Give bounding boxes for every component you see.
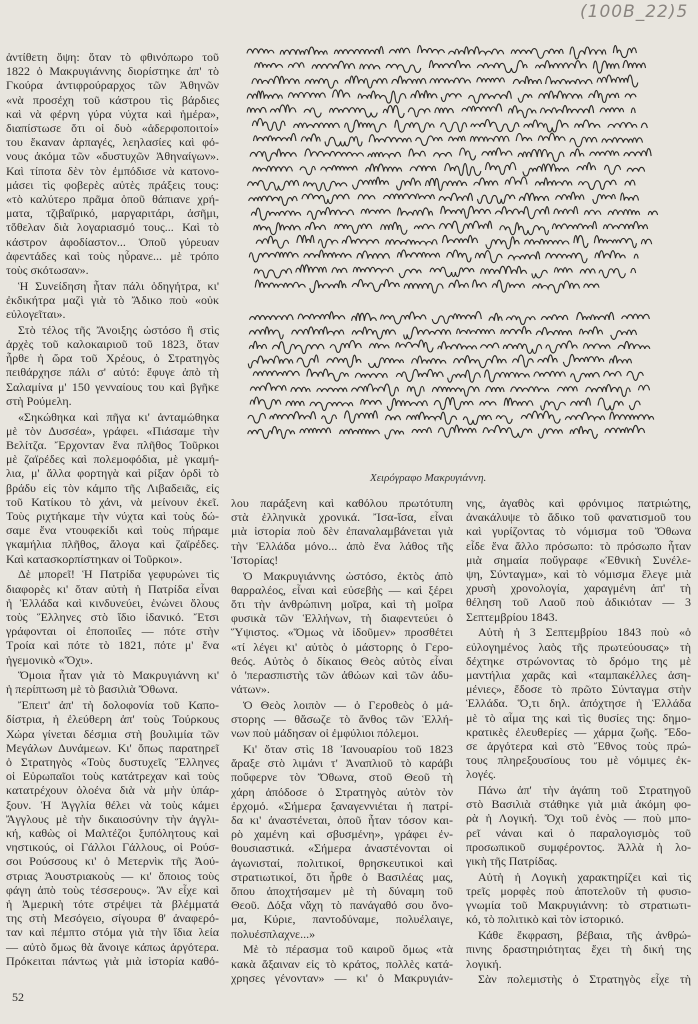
text-line: ἀφεντάδες καὶ τοὺς ηὗρανε... μὲ τρόπο [6, 248, 219, 263]
text-line: χρησες γένονταν» — κι' ὁ Μακρυγιάν- [231, 970, 453, 985]
text-line: μαντήλια χαρᾶς καὶ «ταμπακέλλες ἀση- [466, 667, 691, 682]
paragraph [6, 410, 219, 566]
paragraph [231, 496, 453, 567]
paragraph [466, 928, 691, 971]
text-line: πινης δραστηριότητας ἔχει τὴ δική της [466, 942, 691, 957]
text-line: ἡγεμονικὸ «Ὄχι». [6, 652, 93, 667]
text-line: τρεῖς μορφὲς ποὺ ἀποτελοῦν τὴ φυσιο- [466, 883, 691, 898]
text-line: ὅτι τὴν ἀνθρώπινη μοῖρα, καὶ τὴ μοῖρα [231, 596, 453, 611]
text-line: ρὰ ἡ Λογική. Ὄχι τοῦ ἑνὸς — ποὺ μπο- [466, 811, 691, 826]
text-line: διαφορὲς κι' ὅταν αὐτὴ ἡ Πατρίδα εἶναι [6, 581, 219, 596]
text-line: θεός. Αὐτὸς ὁ δίκαιος Θεὸς αὐτὸς εἶναι [231, 653, 453, 668]
text-line: «τὸ καλύτερο πρᾶμα ὁποῦ θάπιανε χρή- [6, 192, 219, 207]
text-line: τοὺς Ἕλληνες στὸ ἴδιο ἰδανικό. Ἔτσι [6, 609, 219, 624]
paragraph [6, 698, 219, 968]
handwriting-line [250, 383, 649, 396]
text-line: λου παράξενη καὶ καθόλου πρωτότυπη [231, 496, 453, 510]
text-line: της στὴ Μεσόγειο, σίγουρα θ' ἀναφερό- [6, 911, 219, 926]
text-line: «Σηκώθηκα καὶ πῆγα κι' ἀνταμώθηκα [18, 409, 219, 424]
paragraph [466, 496, 691, 624]
text-line: Αὐτὴ ἡ Λογικὴ χαρακτηρίζει καὶ τὶς [478, 869, 691, 884]
paragraph [231, 742, 453, 941]
text-line: θουσιαστικά. «Σήμερα ἀναστένονται οἱ [231, 841, 453, 856]
text-line: ἐρχομό. «Σήμερα ξαναγεννιέται ἡ πατρί- [231, 798, 453, 813]
text-line: δέχτηκε στρώνοντας τὸ δρόμο της μὲ [466, 653, 691, 668]
text-line: σαμε ἕνα ντουφεκίδι καὶ τοὺς πήραμε [6, 523, 219, 538]
text-line: χάρη ἀπόδοσε ὁ Στρατηγὸς αὐτὸν τὸν [231, 784, 453, 799]
text-line: μα, Κύριε, παντοδύναμε, πολυέλαιγε, [231, 912, 453, 927]
text-line: πειθάρχησε πάλι σ' αὐτό: ἔφυγε ἀπὸ τὴ [6, 365, 219, 380]
text-line: Ἔπειτ' ἀπ' τὴ δολοφονία τοῦ Καπο- [18, 698, 219, 713]
paragraph [6, 323, 219, 408]
text-line: Πάνω ἀπ' τὴν ἀγάπη τοῦ Στρατηγοῦ [478, 783, 691, 798]
text-line: γικὴ τῆς Πατρίδας. [466, 854, 558, 869]
text-line: στρατιωτικοί, ὅτι ἦρθε ὁ Βασιλέας μας, [231, 869, 453, 884]
text-line: Μὲ τὸ πέρασμα τοῦ καιροῦ ὅμως «τὰ [243, 942, 453, 957]
text-line: βράδυ εἰς τὸν κάμπο τῆς Λιβαδειᾶς, εἰς [6, 480, 219, 495]
text-line: Σεπτεμβρίου 1843. [466, 609, 558, 624]
text-line: ἄραξε στὸ λιμάνι τ' Ἀναπλιοῦ τὸ καράβι [231, 756, 453, 771]
handwriting-line [248, 177, 636, 191]
handwriting-line [249, 250, 638, 263]
handwriting-line [254, 221, 648, 235]
text-line: Μεγάλων Δυνάμεων. Κι' ὅπως παρατηρεῖ [6, 740, 219, 755]
text-line: ἦρθε ἡ ὥρα τοῦ Χρέους, ὁ Στρατηγὸς [6, 351, 219, 366]
text-line: νων ποὺ μάδησαν οἱ ἐμφύλιοι πόλεμοι. [231, 726, 419, 741]
text-line: Ἱστορίας! [231, 552, 279, 567]
text-line: ἐκδικήτρα μαζὶ γιὰ τὸ Ἄδικο ποὺ «οὐκ [6, 292, 219, 307]
text-line: Ἑλλάδα. Ὅ,τι δηλ. ἀπόχτησε ἡ Ἑλλάδα [466, 696, 691, 711]
handwriting-line [248, 425, 645, 439]
text-line: «τί λέγει κι' αὐτὸς ὁ μάστορης ὁ Γερο- [231, 639, 453, 654]
text-line: τὴν Ἑλλάδα μόνο... ἀπὸ ἕνα λάθος τῆς [231, 538, 453, 553]
text-line: Σὰν πολεμιστὴς ὁ Στρατηγὸς εἶχε τὴ [478, 972, 691, 987]
text-line: φάγη ἀπὸ τοὺς τέσσερους». Ἂν εἶχε καὶ [6, 882, 219, 897]
handwriting-line [250, 312, 650, 325]
text-line: Καὶ τίποτα δὲν τὸν ἐμπόδισε νὰ κατονο- [6, 163, 219, 178]
text-line: ἡ Ἑλλάδα καὶ κινδυνεύει, ἑνώνει ὅλους [6, 595, 219, 610]
text-line: κό, τὸ πολιτικὸ καὶ τὸν ἱστορικό. [466, 912, 624, 927]
text-line: Τοὺς ριχτήκαμε τὴν νύχτα καὶ τοὺς δώ- [6, 509, 219, 523]
text-line: θέληση τοῦ Λαοῦ ποὺ ἀδικιόταν — 3 [466, 595, 691, 610]
text-line: ὁ Στρατηγὸς «Τοὺς δυστυχεῖς Ἕλληνες [6, 754, 219, 769]
handwriting-line [247, 104, 635, 118]
text-line: τοῦ Κατίκου τὸ χάνι, νὰ μείνουν ἐκεῖ. [6, 494, 219, 509]
handwriting-line [251, 206, 657, 220]
text-line: φυσικὰ τῶν Ἑλλήνων, τὴ διαφεντεύει ὁ [231, 611, 453, 626]
text-line: Κάθε ἔκφραση, βέβαια, τῆς ἀνθρώ- [478, 928, 691, 943]
text-line: κή, καθὼς οἱ Μαλτέζοι ξυπόλητους καὶ [6, 825, 219, 840]
handwriting-line [249, 327, 636, 340]
text-line: γράφονται οἱ ἐποποιΐες — πότε στὴν [6, 624, 219, 639]
paragraph [466, 783, 691, 868]
text-line: ρεῖ νάναι καὶ ὁ παραλογισμὸς τοῦ [466, 825, 691, 840]
text-line: στὸ Βασιλιὰ στάθηκε γιὰ μιὰ ἀκόμη φο- [466, 797, 691, 812]
page-number: 52 [12, 990, 24, 1004]
handwriting-line [252, 119, 647, 133]
text-line: Βελίτζα. Ἔρχονταν ἕνα πλῆθος Τοῦρκοι [6, 437, 219, 452]
text-line: — αὐτὸ ὅμως θὰ ἄνοιγε κάπως ἀργότερα. [6, 939, 219, 954]
text-line: Ὅμοια ἦταν γιὰ τὸ Μακρυγιάννη κι' [18, 668, 219, 683]
handwriting-line [248, 354, 631, 368]
text-line: κακὰ ἄξαιναν εἰς τὸ κράτος, πολλὲς κατά- [231, 956, 453, 971]
handwriting-line [252, 75, 638, 88]
paragraph [466, 972, 691, 986]
text-line: ψη, Σύνταγμα», καὶ τὸ νόμισμα ἔλεγε μιὰ [466, 567, 691, 582]
paragraph [231, 698, 453, 741]
handwriting-line [256, 235, 652, 248]
text-line: «νὰ προσέχη τοῦ κάστρου τὶς βάρδιες [6, 92, 219, 107]
text-line: νους ἀκόμα τῶν «δυστυχῶν Ἀθηναίγων». [6, 149, 219, 164]
text-line: τὄθελαν διὰ λογαριασμό τους... Καὶ τὸ [6, 220, 219, 235]
text-line: κρατικὲς ἐλευθερίες — χάρμα ζωῆς. Ἔδο- [466, 724, 691, 739]
text-line: τους πληρεξουσίους του μὲ νόμιμες ἐκ- [466, 753, 691, 768]
text-line: καὶ γυρίζοντας τὸ νόμισμα τοῦ Ὄθωνα [466, 524, 691, 539]
handwriting-line [255, 280, 599, 294]
text-line: Σαλαμίνα μ' 150 γενναίους του καὶ βγῆκε [6, 379, 219, 394]
handwriting-line [250, 148, 651, 162]
text-line: ἀρχὲς τοῦ καλοκαιριοῦ τοῦ 1823, ὅταν [6, 337, 219, 352]
handwriting-line [253, 163, 645, 177]
text-line: ταν καὶ πέμπτο στόμα γιὰ τὴν ἴδια λεία [6, 925, 219, 940]
text-line: εὐλογεῖται». [6, 307, 66, 322]
text-line: Γκούρα ἀντιφρούραρχος τῶν Ἀθηνῶν [6, 78, 219, 93]
handwriting-line [248, 411, 654, 425]
text-line: Πρόκειται πάντως γιὰ μιὰ ἱστορία καθό- [6, 953, 219, 968]
text-line: ἡ Ἀμερικὴ τότε στρέψει τὰ βλέμματά [6, 896, 219, 911]
text-line: προσωπικοῦ συμφέροντος. Ἀλλὰ ἡ λο- [466, 839, 691, 854]
handwriting-line [247, 90, 636, 103]
text-line: Ἄγγλους μὲ τὴν δικαιοσύνην τὴν ἀγγλι- [6, 811, 219, 826]
text-line: δα κι' ἀναστένεται, ὁποῦ ἦταν τόσον και- [231, 812, 453, 827]
text-line: σοι Ρούσσους κι' ὁ Μετερνὶκ τῆς Ἀού- [6, 854, 219, 869]
text-line: Τροία καὶ πότε τὸ 1821, πότε μ' ἕνα [6, 638, 219, 653]
text-line: νηστικούς, οἱ Γάλλοι Γάλλους, οἱ Ρούσ- [6, 840, 219, 855]
text-line: στριας Ἀουστριακοὺς — κι' ὅποιος τοὺς [6, 868, 219, 883]
text-line: ὅπου ἀποχτήσαμεν μὲ τὴ δύναμη τοῦ [231, 883, 453, 898]
text-line: νάτων». [231, 682, 270, 697]
text-line: του ἔκαναν ἁρπαγές, λεηλασίες καὶ φό- [6, 135, 219, 150]
text-line: ματα, τζιβαϊρικό, μαργαριτάρι, ἀσῆμι, [6, 206, 219, 221]
text-line: μὲ τὸν Δυσσέα», γράφει. «Πιάσαμε τὴν [6, 423, 219, 438]
paragraph [466, 625, 691, 781]
text-line: μάσει τὶς φοβερὲς αὐτὲς πράξεις τους: [6, 177, 219, 192]
text-line: μένιες», ἔδοσε τὸ πρῶτο Σύνταγμα στὴν [466, 682, 691, 697]
text-column-right [466, 496, 691, 988]
text-line: λογές. [466, 767, 496, 782]
handwriting-line [250, 397, 640, 411]
paragraph [6, 567, 219, 666]
text-line: γκαμήλια πλῆθος, ἄλογα καὶ ζαϊρέδες. [6, 537, 219, 552]
text-line: λογική. [466, 956, 502, 971]
text-line: μιὰ σημαία ποὔγραφε «Ἐθνικὴ Συνέλε- [466, 552, 691, 567]
handwriting-line [249, 340, 650, 354]
text-line: ἡ περίπτωση μὲ τὸ βασιλιὰ Ὄθωνα. [6, 682, 178, 697]
text-column-left [6, 50, 219, 970]
text-line: νης, ἀγαθὸς καὶ φρόνιμος πατριώτης, [466, 496, 691, 510]
paragraph [6, 279, 219, 322]
text-line: μιὰ ἱστορία ποὺ δὲν ἐπαναλαμβάνεται γιὰ [231, 524, 453, 539]
paragraph [6, 668, 219, 696]
text-line: οἱ Εὐρωπαῖοι τοὺς κατάτρεχαν καὶ τοὺς [6, 769, 219, 784]
text-column-middle [231, 496, 453, 986]
text-line: Ὁ Μακρυγιάννης ὡστόσο, ἐκτὸς ἀπὸ [243, 568, 453, 583]
text-line: κατατρέχουν ὁλοένα διὰ νὰ μὴν ὑπάρ- [6, 783, 219, 798]
text-line: διαπίστωσε ὅτι οἱ δυὸ «ἀδερφοποιτοί» [6, 121, 219, 136]
text-line: Δὲ μπορεῖ! Ἡ Πατρίδα γεφυρώνει τὶς [18, 567, 219, 582]
text-line: χρυσὴ χρονολογία, χαραγμένη ἀπ' τὴ [466, 581, 691, 596]
handwriting-line [249, 192, 639, 205]
text-line: στὴ Ρούμελη. [6, 393, 72, 408]
text-line: Θεοῦ. Δόξα νἄχη τὸ πανάγαθό σου ὄνο- [231, 898, 453, 913]
text-line: μὲ τὸ αἷμα της καὶ τὶς θυσίες της: δημο- [466, 710, 691, 725]
text-line: γνωμία τοῦ Μακρυγιάννη: τὸ στρατιωτι- [466, 898, 691, 913]
paragraph [231, 569, 453, 697]
paragraph [466, 870, 691, 927]
text-line: δίστρια, ἡ ἐλεύθερη ἀπ' τοὺς Τούρκους [6, 712, 219, 727]
paragraph [231, 942, 453, 985]
text-line: θαρραλέος, εἶναι καὶ εὐσεβὴς — καὶ ξέρει [231, 582, 453, 597]
text-line: Στὸ τέλος τῆς Ἄνοιξης ὡστόσο ἢ στὶς [18, 322, 219, 337]
text-line: πολυέσπλαχνε...» [231, 926, 316, 941]
text-line: λια, μ' ἄλλα φορτηγὰ καὶ ρίξαν ὀρδὶ τὸ [6, 466, 219, 481]
text-line: σε ἀργότερα καὶ στὸ Ἔθνος τοὺς πρώ- [466, 738, 691, 753]
text-line: Ὕψιστος. «Ὅμως νὰ ἰδοῦμεν» προσθέτει [231, 625, 453, 640]
archive-reference-mark: (100B_22)5 [580, 2, 689, 22]
text-line: 1822 ὁ Μακρυγιάννης διορίστηκε ἀπ' τὸ [6, 64, 219, 79]
text-line: Κι' ὅταν στὶς 18 Ἰανουαρίου τοῦ 1823 [243, 741, 453, 756]
text-line: εὐλογημένος λαὸς τῆς πρωτεύουσας» τὴ [466, 639, 691, 654]
text-line: Καὶ κατασκορπίστηκαν οἱ Τοῦρκοι». [6, 551, 183, 566]
text-line: ἀντίθετη ὄψη: ὅταν τὸ φθινόπωρο τοῦ [6, 50, 219, 64]
text-line: μὲ ζαϊρέδες καὶ πολεμοφόδια, μὲ γκαμή- [6, 452, 219, 467]
text-line: ἀγωνισταί, πολιτικοί, θρησκευτικοὶ καὶ [231, 855, 453, 870]
text-line: ξουν. Ἡ Ἀγγλία θέλει νὰ τοὺς κάμει [6, 797, 219, 812]
text-line: Ὁ Θεὸς λοιπὸν — ὁ Γεροθεὸς ὁ μά- [243, 697, 453, 712]
text-line: Χώρα γίνεται δέσμια στὴ βουλιμία τῶν [6, 726, 219, 741]
handwritten-manuscript-image [225, 30, 695, 460]
handwriting-line [255, 61, 646, 74]
handwriting-line [247, 46, 636, 60]
figure-caption: Χειρόγραφο Μακρυγιάννη. [370, 472, 487, 484]
text-line: Ἡ Συνείδηση ἦταν πάλι ὁδηγήτρα, κι' [18, 278, 219, 293]
text-line: στορης — θἄσωζε τὸ ἄνθος τῶν Ἑλλή- [231, 712, 453, 727]
text-line: καὶ νὰ φέρνη γύρα νύχτα καὶ ἡμέρα», [6, 106, 219, 121]
text-line: τοὺς σκότωσαν». [6, 263, 89, 278]
handwriting-line [254, 265, 635, 278]
text-line: στὰ ἑλληνικὰ χρονικά. Ἴσα-ἴσα, εἶναι [231, 510, 453, 525]
text-line: ὁ 'περασπιστὴς τῶν ἀθώων καὶ τῶν ἀδυ- [231, 667, 453, 682]
text-line: ἀνακάλυψε τὸ ἄδικο τοῦ φανατισμοῦ του [466, 510, 691, 525]
text-line: κάστρον ἀφοδίαστον... Ὁποῦ γύρευαν [6, 234, 219, 249]
text-line: Αὐτὴ ἡ 3 Σεπτεμβρίου 1843 ποὺ «ὁ [478, 625, 691, 640]
handwriting-line [254, 133, 643, 147]
text-line: εἶδε ἕνα ἄλλο πρόσωπο: τὸ πρόσωπο ἦταν [466, 538, 691, 553]
text-line: ποὔφερνε τὸν Ὄθωνα, στοῦ Θεοῦ τὴ [231, 770, 453, 785]
paragraph [6, 50, 219, 277]
text-line: ρὸ χαμένη καὶ σβυσμένη», γράφει ἐν- [231, 827, 453, 842]
handwriting-line [253, 369, 643, 382]
